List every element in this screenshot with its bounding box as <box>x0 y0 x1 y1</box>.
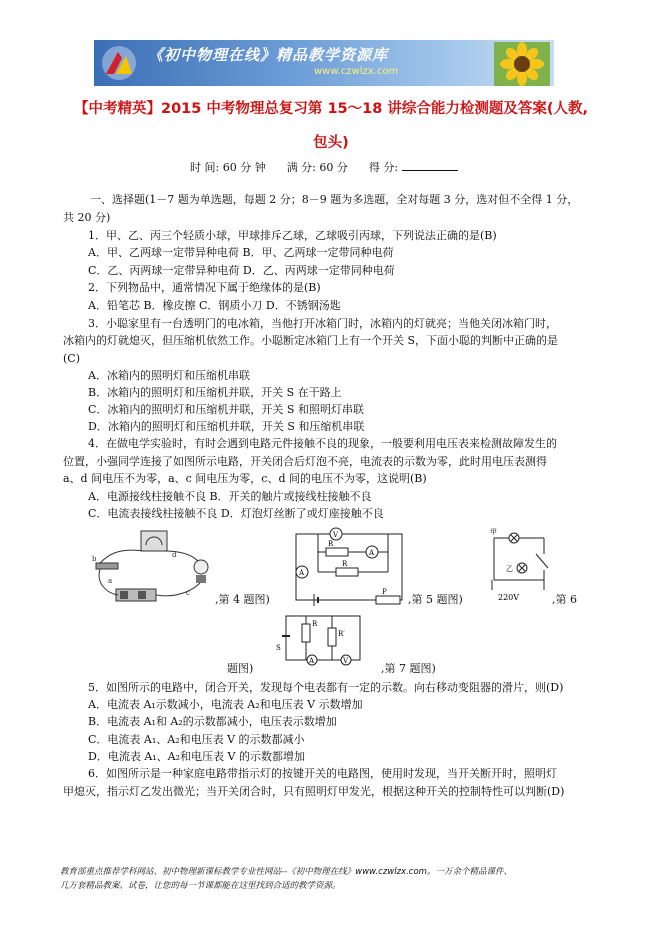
banner-title: 《初中物理在线》精品教学资源库 <box>148 46 389 64</box>
figure-7-circuit <box>272 610 382 672</box>
text-line: A．电源接线柱接触不良 B．开关的触片或接线柱接触不良 <box>88 490 372 503</box>
figure-5-circuit <box>288 522 412 606</box>
document-title <box>26 92 636 160</box>
fig7-r-label: R <box>312 620 318 628</box>
score-blank <box>402 160 458 171</box>
document-title-line-2: 包头) <box>313 135 349 151</box>
svg-text:b: b <box>92 555 97 563</box>
site-logo-icon <box>100 44 138 82</box>
text-line: 冰箱内的灯就熄灭，但压缩机依然工作。小聪断定冰箱门上有一个开关 S，下面小聪的判断中正确的是 <box>63 334 559 347</box>
text-line: A．铅笔芯 B．橡皮擦 C．钢质小刀 D．不锈钢汤匙 <box>88 299 341 312</box>
figure-6-caption-part1: ,第 6 <box>552 593 577 606</box>
text-line: (C) <box>63 352 80 365</box>
score-label: 得 分: <box>368 161 399 174</box>
text-line: B．冰箱内的照明灯和压缩机并联，开关 S 在干路上 <box>88 386 342 399</box>
svg-text:d: d <box>172 551 177 559</box>
text-line: 4．在做电学实验时，有时会遇到电路元件接触不良的现象，一般要利用电压表来检测故障发生的 <box>88 437 557 450</box>
svg-text:A: A <box>299 569 305 577</box>
fig6-lamp-jia-label: 甲 <box>490 528 497 536</box>
text-line: 甲熄灭，指示灯乙发出微光；当开关闭合时，只有照明灯甲发光，根据这种开关的控制特性可以判断(D) <box>63 785 565 798</box>
figure-6-circuit <box>484 524 556 606</box>
text-line: 3．小聪家里有一台透明门的电冰箱，当他打开冰箱门时，冰箱内的灯就亮；当他关闭冰箱门时， <box>88 317 557 330</box>
fig7-switch-label: S <box>276 644 281 652</box>
text-line: C．电流表接线柱接触不良 D．灯泡灯丝断了或灯座接触不良 <box>88 507 384 520</box>
text-line: 6．如图所示是一种家庭电路带指示灯的按键开关的电路图，使用时发现，当开关断开时，照明灯 <box>88 767 557 780</box>
fig5-ammeter2-label: A <box>369 549 375 557</box>
fig5-r2-label: R <box>342 560 348 568</box>
text-line: C．乙、丙两球一定带异种电荷 D．乙、丙两球一定带同种电荷 <box>88 264 395 277</box>
text-line: 位置，小强同学连接了如图所示电路，开关闭合后灯泡不亮，电流表的示数为零，此时用电压表测得 <box>63 455 547 468</box>
document-title-line-1: 【中考精英】2015 中考物理总复习第 15～18 讲综合能力检测题及答案(人教, <box>74 101 588 117</box>
time-label: 时 间: 60 分 钟 <box>190 161 266 174</box>
text-line: D．冰箱内的照明灯和压缩机并联，开关 S 和压缩机串联 <box>88 420 365 433</box>
site-banner <box>94 40 554 86</box>
text-line: C．电流表 A₁、A₂和电压表 V 的示数都减小 <box>88 733 305 746</box>
svg-text:a: a <box>108 577 113 585</box>
fig7-rprime-label: R′ <box>338 630 345 638</box>
text-line: C．冰箱内的照明灯和压缩机并联，开关 S 和照明灯串联 <box>88 403 364 416</box>
text-line: A．电流表 A₁示数减小，电流表 A₂和电压表 V 示数增加 <box>88 698 363 711</box>
text-line: 2．下列物品中，通常情况下属于绝缘体的是(B) <box>88 281 321 294</box>
svg-text:c: c <box>186 589 190 597</box>
sunflower-icon <box>494 42 550 86</box>
text-line: 一、选择题(1－7 题为单选题，每题 2 分；8－9 题为多选题，全对每题 3 分，选对但不全得 1 分， <box>90 193 579 206</box>
svg-text:A: A <box>309 657 315 665</box>
banner-url[interactable]: www.czwlzx.com <box>314 66 399 77</box>
page-footer <box>60 865 512 893</box>
fig5-voltmeter-label: V <box>333 531 339 539</box>
footer-line-1: 教育部重点推荐学科网站、初中物理新课标教学专业性网站--《初中物理在线》www.czwlzx.com。一万余个精品课件、 <box>60 867 512 877</box>
figure-4-caption: ,第 4 题图) <box>215 593 270 606</box>
fig5-slider-label: P <box>382 588 387 596</box>
fig6-voltage-label: 220V <box>498 593 520 602</box>
figure-6-caption-part2: 题图) <box>227 662 254 675</box>
text-line: B．电流表 A₁和 A₂的示数都减小，电压表示数增加 <box>88 715 337 728</box>
text-line: A．冰箱内的照明灯和压缩机串联 <box>88 369 250 382</box>
figure-4-circuit <box>86 527 216 611</box>
full-score-label: 满 分: 60 分 <box>286 161 348 174</box>
svg-text:V: V <box>343 657 349 665</box>
text-line: a、d 间电压不为零，a、c 间电压为零，c、d 间的电压不为零，这说明(B) <box>63 472 427 485</box>
text-line: 1．甲、乙、丙三个轻质小球，甲球排斥乙球，乙球吸引丙球，下列说法正确的是(B) <box>88 229 497 242</box>
figure-7-caption: ,第 7 题图) <box>381 662 436 675</box>
footer-line-2: 几万套精品教案、试卷，让您的每一节课都能在这里找到合适的教学资源。 <box>60 881 341 891</box>
text-line: D．电流表 A₁、A₂和电压表 V 的示数都增加 <box>88 750 305 763</box>
text-line: 共 20 分) <box>63 211 111 224</box>
exam-meta <box>190 159 458 175</box>
fig6-lamp-yi-label: 乙 <box>506 565 513 573</box>
fig5-r1-label: R <box>328 540 334 548</box>
text-line: A．甲、乙两球一定带异种电荷 B．甲、乙两球一定带同种电荷 <box>88 246 394 259</box>
figure-5-caption: ,第 5 题图) <box>408 593 463 606</box>
text-line: 5．如图所示的电路中，闭合开关，发现每个电表都有一定的示数。向右移动变阻器的滑片，则(D) <box>88 681 564 694</box>
